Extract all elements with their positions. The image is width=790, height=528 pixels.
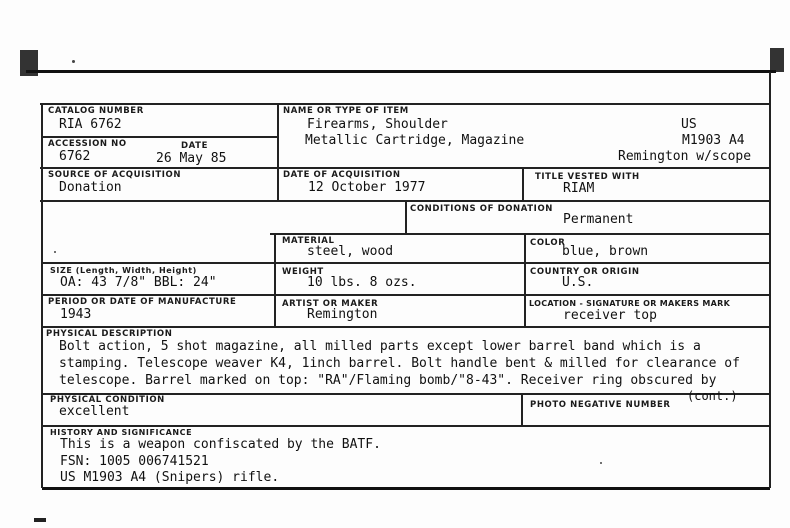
conditions-value: Permanent <box>563 212 634 227</box>
artist-label: ARTIST OR MAKER <box>282 299 379 309</box>
accession-date-label: DATE <box>181 141 208 151</box>
size-label: SIZE (Length, Width, Height) <box>50 266 197 275</box>
date-of-acquisition-value: 12 October 1977 <box>308 180 426 195</box>
material-value: steel, wood <box>307 244 394 259</box>
scan-speck <box>54 251 56 253</box>
col-divider-405 <box>405 200 407 233</box>
col-divider-522-photo <box>521 393 523 425</box>
bottom-border <box>42 487 770 490</box>
row-line-5 <box>42 262 770 264</box>
col-divider-525 <box>524 233 526 326</box>
country-value: U.S. <box>562 275 594 290</box>
name-line-1: Firearms, Shoulder <box>307 117 448 132</box>
row-line-1 <box>40 103 770 105</box>
row-line-4 <box>270 233 770 235</box>
row-line-2 <box>40 167 770 169</box>
photo-negative-label: PHOTO NEGATIVE NUMBER <box>530 400 671 410</box>
weight-value: 10 lbs. 8 ozs. <box>307 275 417 290</box>
bottom-left-mark <box>34 518 46 522</box>
source-label: SOURCE OF ACQUISITION <box>48 170 182 180</box>
history-label: HISTORY AND SIGNIFICANCE <box>50 428 193 437</box>
row-line-6 <box>42 294 770 296</box>
period-value: 1943 <box>60 307 92 322</box>
name-or-type-label: NAME OR TYPE OF ITEM <box>283 106 409 116</box>
history-line-1: This is a weapon confiscated by the BATF. <box>60 437 381 452</box>
location-mark-value: receiver top <box>563 308 657 323</box>
scan-speck <box>600 462 602 464</box>
size-value: OA: 43 7/8" BBL: 24" <box>60 275 217 290</box>
name-right-1: US <box>681 117 697 132</box>
history-line-3: US M1903 A4 (Snipers) rifle. <box>60 470 280 485</box>
title-vested-value: RIAM <box>563 181 595 196</box>
continued-note: (cont.) <box>687 389 738 403</box>
row-line-accession <box>42 136 278 138</box>
material-label: MATERIAL <box>282 236 335 246</box>
country-label: COUNTRY OR ORIGIN <box>530 267 640 277</box>
col-divider-522-acq <box>522 167 524 200</box>
name-line-2: Metallic Cartridge, Magazine <box>305 133 525 148</box>
description-line-2: stamping. Telescope weaver K4, 1inch barrel. Bolt handle bent & milled for clearance of <box>59 356 740 371</box>
catalog-number-value: RIA 6762 <box>59 117 122 132</box>
left-border <box>41 103 43 488</box>
right-border <box>769 72 771 488</box>
physical-condition-label: PHYSICAL CONDITION <box>50 395 165 405</box>
location-mark-label: LOCATION - SIGNATURE OR MAKERS MARK <box>529 299 731 308</box>
artist-value: Remington <box>307 307 378 322</box>
history-line-2: FSN: 1005 006741521 <box>60 454 209 469</box>
col-divider-278 <box>277 103 279 200</box>
col-divider-275 <box>274 233 276 326</box>
date-of-acquisition-label: DATE OF ACQUISITION <box>283 170 401 180</box>
color-value: blue, brown <box>562 244 649 259</box>
title-vested-label: TITLE VESTED WITH <box>535 172 640 182</box>
physical-condition-value: excellent <box>59 404 130 419</box>
description-line-3: telescope. Barrel marked on top: "RA"/Flaming bomb/"8-43". Receiver ring obscured by <box>59 373 717 388</box>
color-label: COLOR <box>530 238 566 248</box>
source-value: Donation <box>59 180 122 195</box>
top-border <box>26 70 776 73</box>
row-line-7 <box>42 326 770 328</box>
name-right-3: Remington w/scope <box>618 149 752 164</box>
catalog-number-label: CATALOG NUMBER <box>48 106 144 116</box>
name-right-2: M1903 A4 <box>682 133 745 148</box>
accession-date-value: 26 May 85 <box>156 151 227 166</box>
period-label: PERIOD OR DATE OF MANUFACTURE <box>48 297 237 307</box>
accession-no-label: ACCESSION NO <box>48 139 127 149</box>
top-right-clip <box>770 48 784 72</box>
accession-no-value: 6762 <box>59 149 91 164</box>
weight-label: WEIGHT <box>282 267 324 277</box>
scan-speck <box>72 60 75 63</box>
description-line-1: Bolt action, 5 shot magazine, all milled parts except lower barrel band which is a <box>59 339 701 354</box>
conditions-label: CONDITIONS OF DONATION <box>410 204 553 214</box>
physical-description-label: PHYSICAL DESCRIPTION <box>46 329 173 339</box>
row-line-9 <box>42 425 770 427</box>
